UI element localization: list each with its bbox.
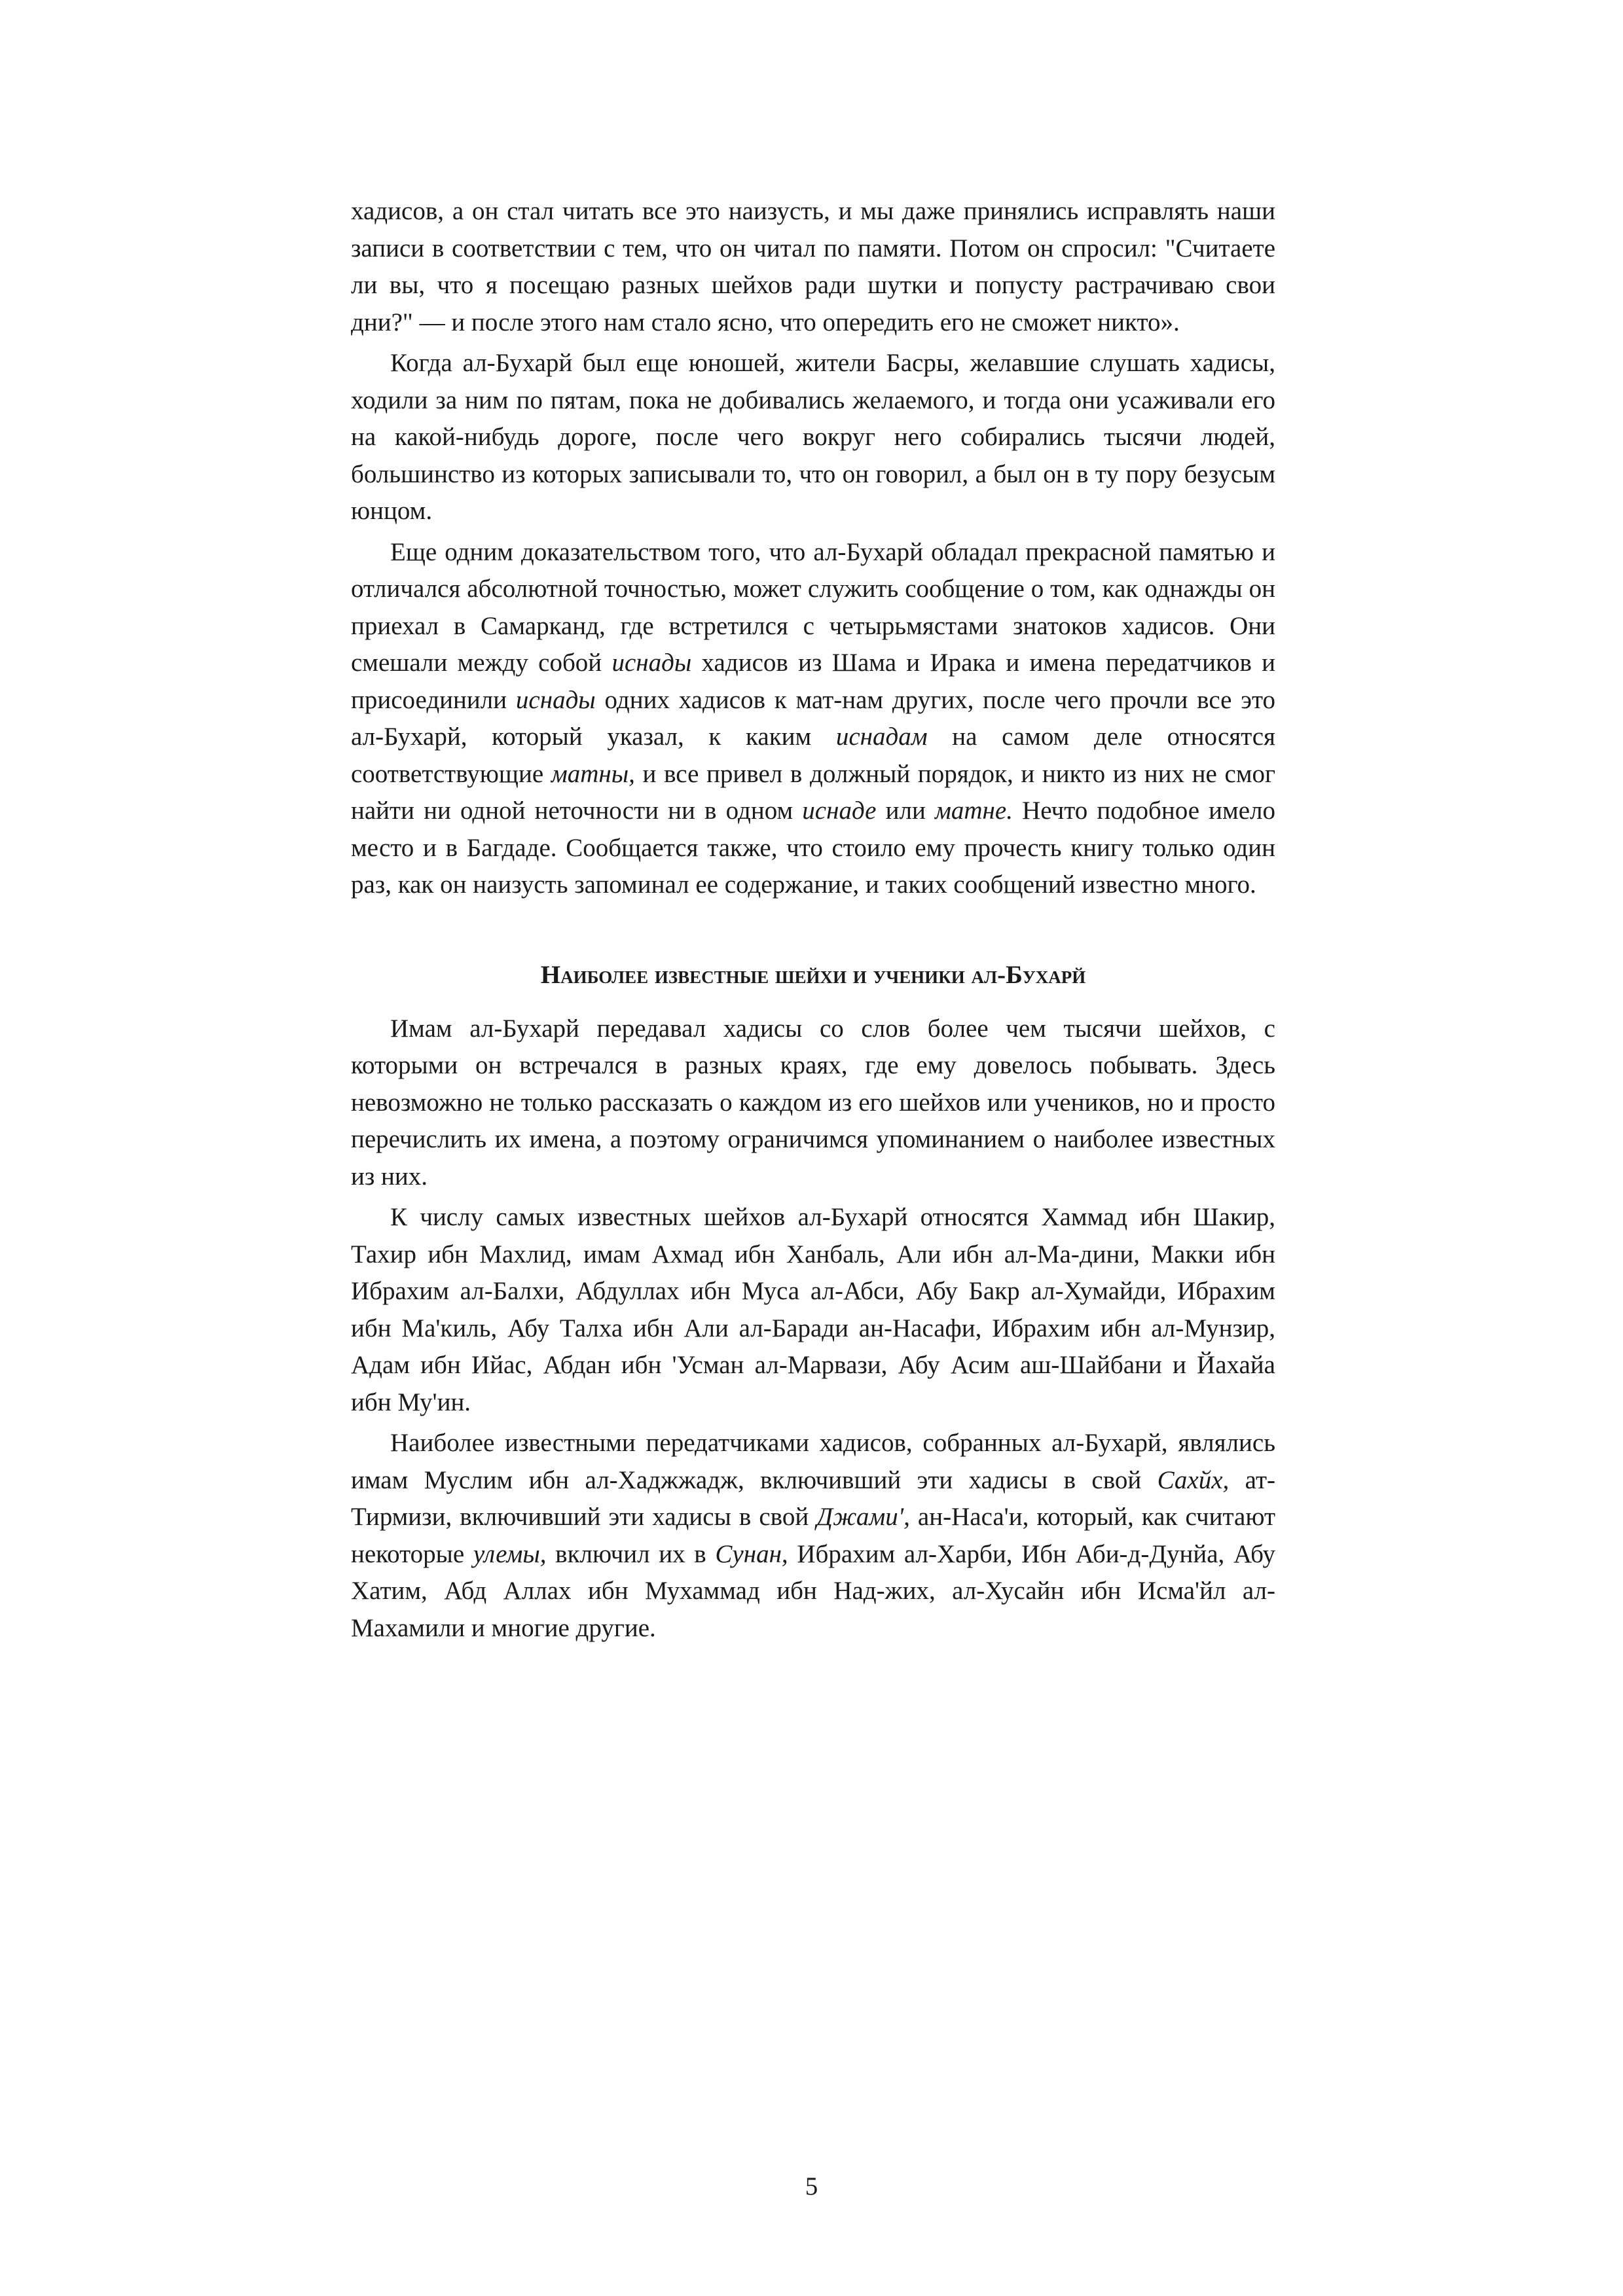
italic-term: матне. [935, 797, 1013, 825]
italic-term: матны, [551, 759, 635, 788]
italic-term: иснаде [802, 797, 877, 825]
italic-term: Джами', [816, 1503, 910, 1531]
page-body [351, 193, 1275, 1647]
italic-term: Сунан, [715, 1539, 788, 1568]
italic-term: Сахйх, [1157, 1465, 1230, 1494]
page-number: 5 [805, 2172, 818, 2200]
paragraph-teachers-intro: Имам ал-Бухарй передавал хадисы со слов более чем тысячи шейхов, с которыми он встречался в разных краях, где ему довелось побывать. Здесь невозможно не только рассказать о каждом из его шейхов или учеников, но и просто перечислить их имена, а поэтому ограничимся упоминанием о наиболее известных из них. [351, 1014, 1275, 1191]
italic-term: иснады [515, 685, 596, 714]
paragraph-basra: Когда ал-Бухарй был еще юношей, жители Басры, желавшие слушать хадисы, ходили за ним по пятам, пока не добивались желаемого, и тогда они усаживали его на какой-нибудь дороге, после чего вокруг него собирались тысячи людей, большинство из которых записывали то, что он говорил, а был он в ту пору безусым юнцом. [351, 349, 1275, 525]
paragraph-samarkand: Еще одним доказательством того, что ал-Бухарй обладал прекрасной памятью и отличался абсолютной точностью, может служить сообщение о том, как однажды он приехал в Самарканд, где встретился с четырьмястами знатоков хадисов. Они смешали между собой иснады хадисов из Шама и Ирака и имена передатчиков и присоединили иснады одних хадисов к мат-нам других, после чего прочли все это ал-Бухарй, который указал, к каким иснадам на самом деле относятся соответствующие матны, и все привел в должный порядок, и никто из них не смог найти ни одной неточности ни в одном иснаде или матне. Нечто подобное имело место и в Багдаде. Сообщается также, что стоило ему прочесть книгу только один раз, как он наизусть запоминал ее содержание, и таких сообщений известно много. [351, 537, 1276, 899]
italic-term: иснады [611, 649, 692, 677]
section-heading: Наиболее известные шейхи и ученики ал-Бухарй [540, 960, 1086, 989]
paragraph-transmitters: Наиболее известными передатчиками хадисов, собранных ал-Бухарй, являлись имам Муслим ибн ал-Хаджжадж, включивший эти хадисы в свой Сахйх, ат-Тирмизи, включивший эти хадисы в свой Джами', ан-Наса'и, который, как считают некоторые улемы, включил их в Сунан, Ибрахим ал-Харби, Ибн Аби-д-Дунйа, Абу Хатим, Абд Аллах ибн Мухаммад ибн Над-жих, ал-Хусайн ибн Исма'йл ал-Махамили и многие другие. [351, 1429, 1275, 1642]
paragraph-sheikhs-list: К числу самых известных шейхов ал-Бухарй относятся Хаммад ибн Шакир, Тахир ибн Махлид, имам Ахмад ибн Ханбаль, Али ибн ал-Ма-дини, Макки ибн Ибрахим ал-Балхи, Абдуллах ибн Муса ал-Абси, Абу Бакр ал-Хумайди, Ибрахим ибн Ма'киль, Абу Талха ибн Али ал-Баради ан-Насафи, Ибрахим ибн ал-Мунзир, Адам ибн Ийас, Абдан ибн 'Усман ал-Марвази, Абу Асим аш-Шайбани и Йахайа ибн Му'ин. [351, 1203, 1275, 1416]
italic-term: улемы, [473, 1539, 547, 1568]
paragraph-continuation: хадисов, а он стал читать все это наизусть, и мы даже принялись исправлять наши записи в соответствии с тем, что он читал по памяти. Потом он спросил: "Считаете ли вы, что я посещаю разных шейхов ради шутки и попусту растрачиваю свои дни?" — и после этого нам стало ясно, что опередить его не сможет никто». [351, 197, 1275, 336]
italic-term: иснадам [835, 723, 928, 751]
